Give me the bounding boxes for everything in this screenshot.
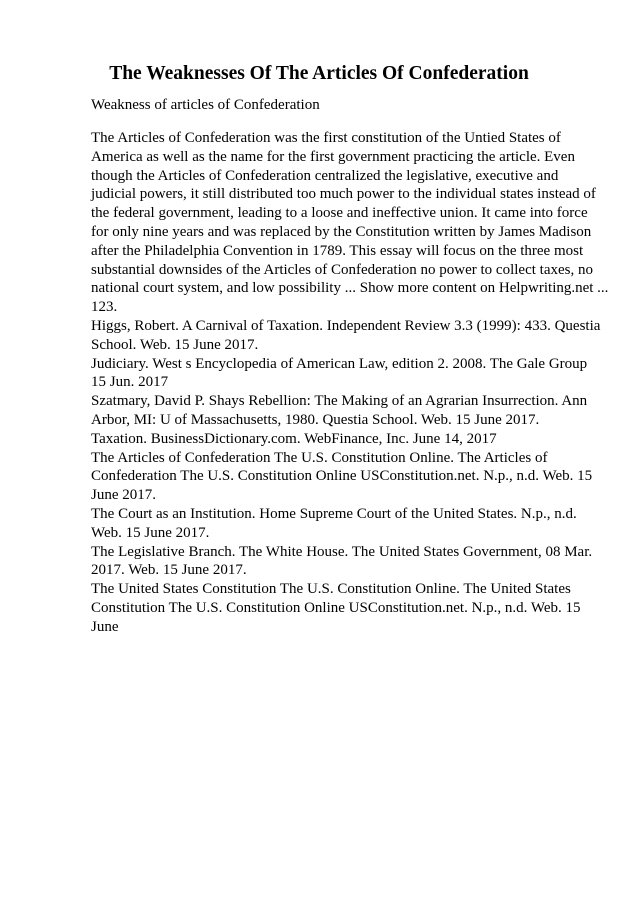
- body-line: after the Philadelphia Convention in 1789. This essay will focus on the three most: [91, 242, 584, 259]
- reference-line: Higgs, Robert. A Carnival of Taxation. Independent Review 3.3 (1999): 433. Questia: [91, 317, 601, 334]
- body-line: the federal government, leading to a loose and ineffective union. It came into force: [91, 205, 588, 222]
- reference-line: Judiciary. West s Encyclopedia of American Law, edition 2. 2008. The Gale Group: [91, 355, 588, 372]
- reference-line: The Articles of Confederation The U.S. Constitution Online. The Articles of: [91, 449, 548, 466]
- reference-line: School. Web. 15 June 2017.: [91, 336, 259, 353]
- reference-line: Web. 15 June 2017.: [91, 524, 210, 541]
- reference-line: Constitution The U.S. Constitution Online USConstitution.net. N.p., n.d. Web. 15: [91, 599, 581, 616]
- body-line: substantial downsides of the Articles of Confederation no power to collect taxes, no: [91, 261, 593, 278]
- reference-line: The United States Constitution The U.S. Constitution Online. The United States: [91, 581, 571, 598]
- body-line: for only nine years and was replaced by the Constitution written by James Madison: [91, 223, 592, 240]
- body-line: national court system, and low possibility ... Show more content on Helpwriting.net ...: [91, 280, 609, 297]
- document-subtitle: Weakness of articles of Confederation: [91, 97, 320, 113]
- reference-line: 2017. Web. 15 June 2017.: [91, 562, 247, 579]
- reference-line: The Court as an Institution. Home Supreme Court of the United States. N.p., n.d.: [91, 505, 577, 522]
- reference-line: June 2017.: [91, 487, 156, 504]
- body-line: judicial powers, it still distributed too much power to the individual states instead of: [91, 186, 596, 203]
- body-line: America as well as the name for the first government practicing the article. Even: [91, 148, 575, 165]
- reference-line: Arbor, MI: U of Massachusetts, 1980. Questia School. Web. 15 June 2017.: [91, 411, 540, 428]
- body-line: though the Articles of Confederation centralized the legislative, executive and: [91, 167, 559, 184]
- reference-line: 15 Jun. 2017: [91, 374, 169, 391]
- reference-line: June: [91, 618, 119, 635]
- body-line: The Articles of Confederation was the first constitution of the Untied States of: [91, 130, 561, 146]
- reference-line: Confederation The U.S. Constitution Online USConstitution.net. N.p., n.d. Web. 15: [91, 468, 593, 485]
- document-body: [91, 129, 609, 637]
- reference-line: Szatmary, David P. Shays Rebellion: The Making of an Agrarian Insurrection. Ann: [91, 393, 588, 410]
- document-title: The Weaknesses Of The Articles Of Confederation: [109, 63, 529, 84]
- reference-line: Taxation. BusinessDictionary.com. WebFinance, Inc. June 14, 2017: [91, 430, 497, 447]
- reference-line: The Legislative Branch. The White House. The United States Government, 08 Mar.: [91, 543, 593, 560]
- body-line: 123.: [91, 299, 118, 316]
